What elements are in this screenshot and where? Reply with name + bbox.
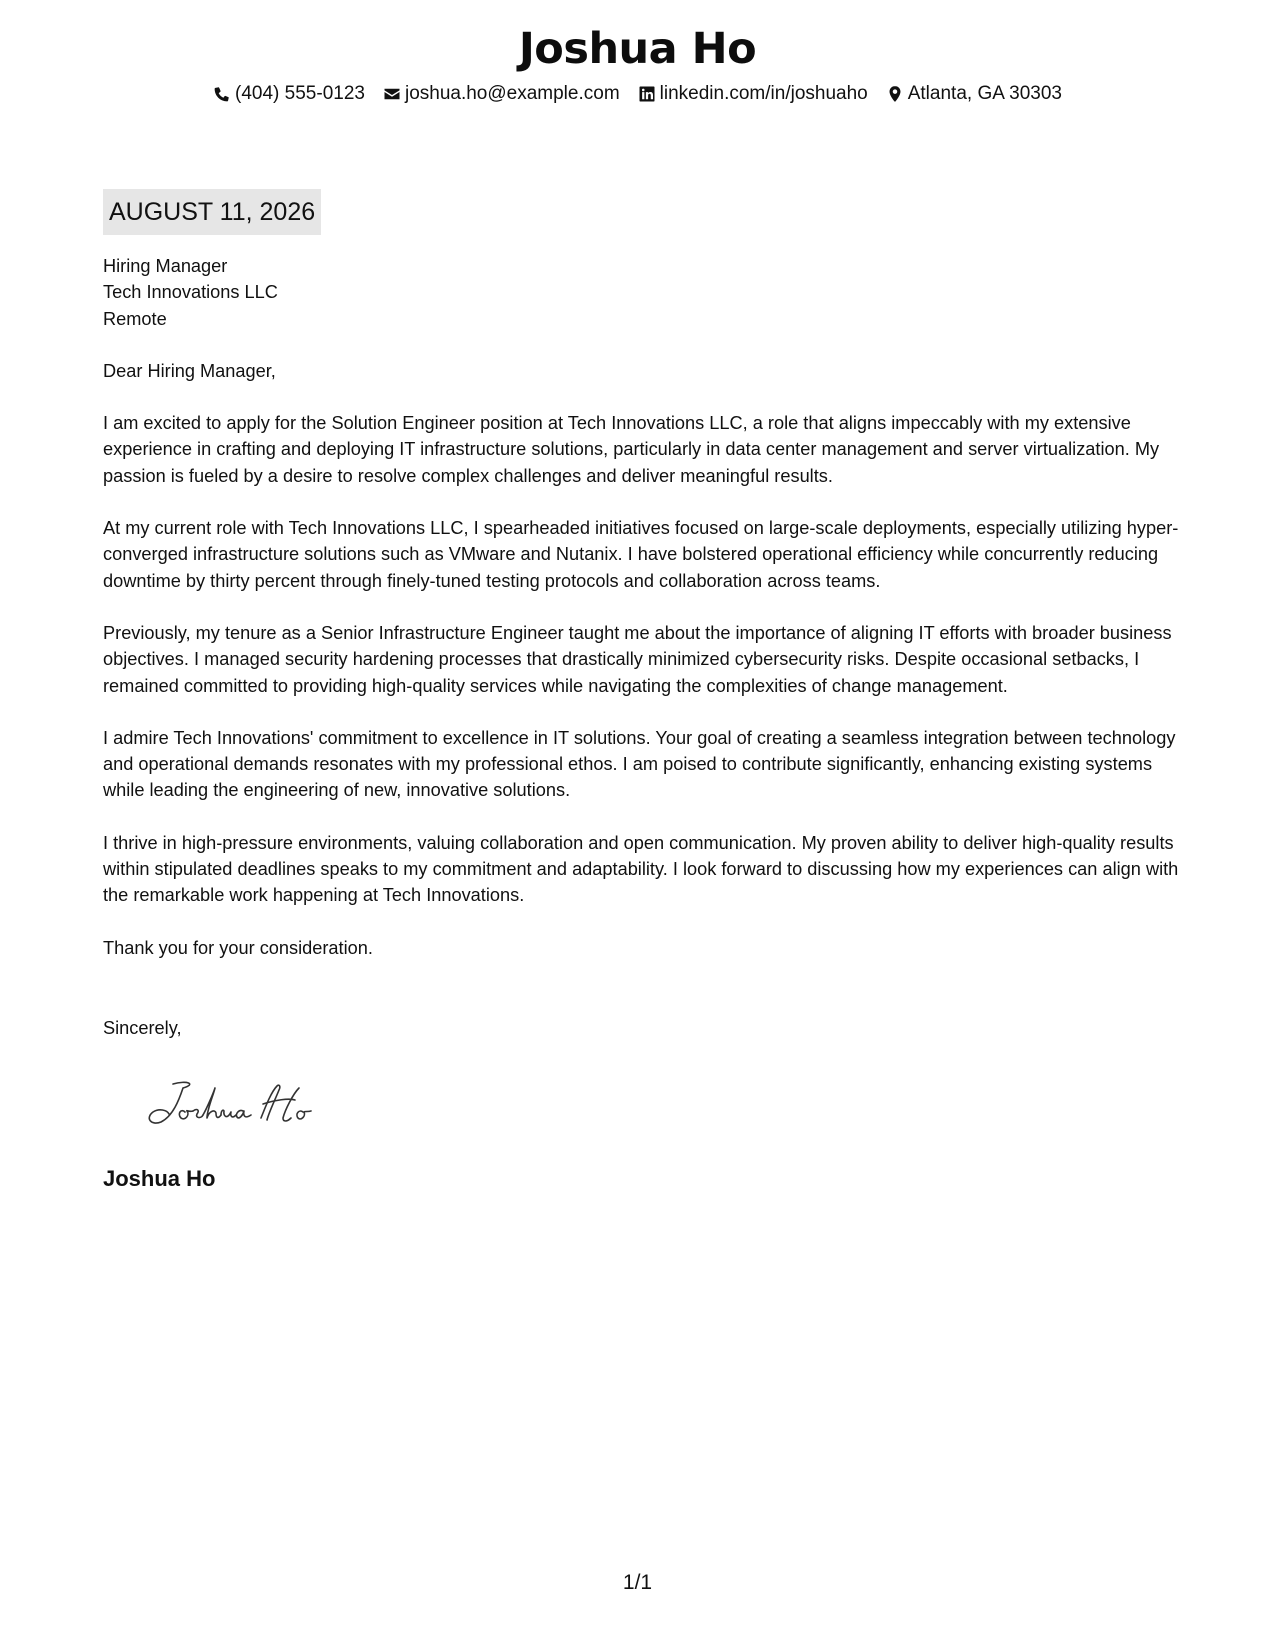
map-marker-icon [886,85,904,103]
envelope-icon [383,85,401,103]
contact-info [0,80,1275,108]
recipient-title: Hiring Manager [103,256,228,276]
body-paragraph: At my current role with Tech Innovations LLC, I spearheaded initiatives focused on large-scale deployments, especially utilizing hyper-converged infrastructure solutions such as VMware and Nutanix. I have bolstered operational efficiency while concurrently reducing downtime by thirty percent through finely-tuned testing protocols and collaboration across teams. [103,518,1179,591]
page-number: 1/1 [622,1571,653,1594]
body-paragraph: Previously, my tenure as a Senior Infrastructure Engineer taught me about the importance of aligning IT efforts with broader business objectives. I managed security hardening processes that drastically minimized cybersecurity risks. Despite occasional setbacks, I remained committed to providing high-quality services while navigating the complexities of change management. [103,622,1172,696]
applicant-name: Joshua Ho [518,24,757,74]
recipient-company: Tech Innovations LLC [103,282,278,303]
letter-body [103,253,1183,1041]
linkedin-text[interactable]: linkedin.com/in/joshuaho [659,83,868,104]
recipient-location: Remote [103,308,167,329]
handwritten-signature [143,1078,323,1128]
body-paragraph: I thrive in high-pressure environments, valuing collaboration and open communication. My proven ability to deliver high-quality results within stipulated deadlines speaks to my commitment and adaptability. I look forward to discussing how my experiences can align with the remarkable work happening at Tech Innovations. [103,832,1179,906]
linkedin-icon [638,85,656,103]
salutation: Dear Hiring Manager, [103,360,276,381]
recipient-block [103,253,1183,332]
location-text: Atlanta, GA 30303 [907,83,1062,104]
body-paragraph: I admire Tech Innovations' commitment to excellence in IT solutions. Your goal of creating a seamless integration between technology and operational demands resonates with my professional ethos. I am poised to contribute significantly, enhancing existing systems while leading the engineering of new, innovative solutions. [103,727,1176,801]
body-paragraph: I am excited to apply for the Solution Engineer position at Tech Innovations LLC, a role that aligns impeccably with my extensive experience in crafting and deploying IT infrastructure solutions, particularly in data center management and server virtualization. My passion is fueled by a desire to resolve complex challenges and deliver meaningful results. [103,413,1160,486]
signer-name: Joshua Ho [103,1166,216,1191]
contact-linkedin[interactable] [638,80,868,108]
phone-icon [213,85,231,103]
letter-date: AUGUST 11, 2026 [103,189,321,235]
contact-phone [213,80,365,108]
letter-header [0,18,1275,108]
contact-email[interactable] [383,80,620,108]
thanks-line: Thank you for your consideration. [103,937,373,958]
closing: Sincerely, [103,1017,182,1038]
contact-location [886,80,1062,108]
email-text[interactable]: joshua.ho@example.com [404,83,620,104]
phone-text: (404) 555-0123 [235,83,365,104]
